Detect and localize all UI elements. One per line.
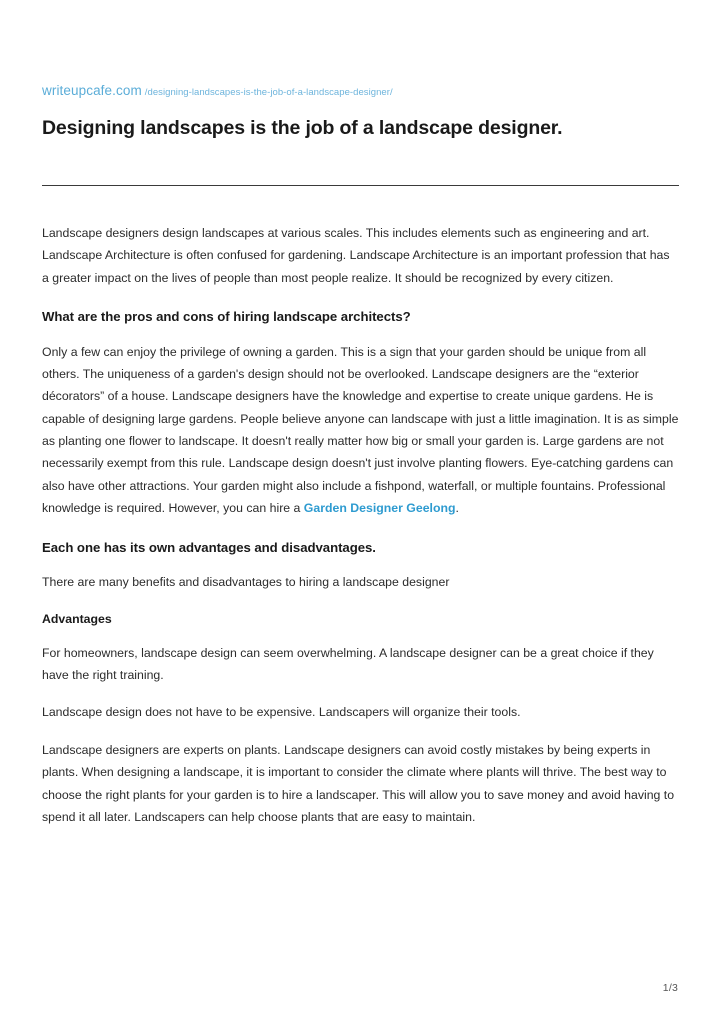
header-divider bbox=[42, 185, 679, 186]
source-url-line bbox=[42, 0, 679, 100]
document-header bbox=[42, 0, 679, 140]
section-one-text-before-link: Only a few can enjoy the privilege of owning a garden. This is a sign that your garden should be unique from all others. The uniqueness of a garden's design should not be overlooked. Landscape designers are the “exterior décorators” of a house. Landscape designers have the knowledge and expertise to create unique gardens. He is capable of designing large gardens. People believe anyone can landscape with just a little imagination. It is as simple as planting one flower to landscape. It doesn't really matter how big or small your garden is. Large gardens are not necessarily exempt from this rule. Landscape design doesn't just involve planting flowers. Eye-catching gardens can also have other attractions. Your garden might also include a fishpond, waterfall, or multiple fountains. Professional knowledge is required. However, you can hire a bbox=[42, 344, 679, 516]
source-domain: writeupcafe.com bbox=[42, 83, 142, 98]
article-body bbox=[42, 222, 679, 843]
page-title: Designing landscapes is the job of a landscape designer. bbox=[42, 116, 563, 139]
section-one-paragraph bbox=[42, 341, 679, 520]
intro-paragraph: Landscape designers design landscapes at various scales. This includes elements such as engineering and art. Landscape Architecture is often confused for gardening. Landscape Architecture is an important profession that has a greater impact on the lives of people than most people realize. It should be recognized by every citizen. bbox=[42, 226, 670, 285]
source-path: /designing-landscapes-is-the-job-of-a-landscape-designer/ bbox=[144, 87, 393, 98]
garden-designer-geelong-link[interactable]: Garden Designer Geelong bbox=[303, 501, 456, 516]
advantages-paragraph-2: Landscape design does not have to be expensive. Landscapers will organize their tools. bbox=[42, 705, 521, 720]
section-heading-advantages-disadvantages: Each one has its own advantages and disadvantages. bbox=[42, 539, 376, 555]
sub-heading-advantages: Advantages bbox=[42, 612, 112, 627]
page-number: 1/3 bbox=[662, 982, 678, 994]
advantages-paragraph-1: For homeowners, landscape design can seem overwhelming. A landscape designer can be a great choice if they have the right training. bbox=[42, 645, 654, 683]
advantages-paragraph-3: Landscape designers are experts on plants. Landscape designers can avoid costly mistakes by being experts in plants. When designing a landscape, it is important to consider the climate where plants will thrive. The best way to choose the right plants for your garden is to hire a landscaper. This will allow you to save money and avoid having to spend it all later. Landscapers can help choose plants that are easy to maintain. bbox=[42, 742, 675, 824]
section-two-intro-paragraph: There are many benefits and disadvantages to hiring a landscape designer bbox=[42, 575, 450, 590]
section-heading-pros-cons: What are the pros and cons of hiring landscape architects? bbox=[42, 309, 411, 325]
section-one-text-after-link: . bbox=[455, 501, 459, 516]
